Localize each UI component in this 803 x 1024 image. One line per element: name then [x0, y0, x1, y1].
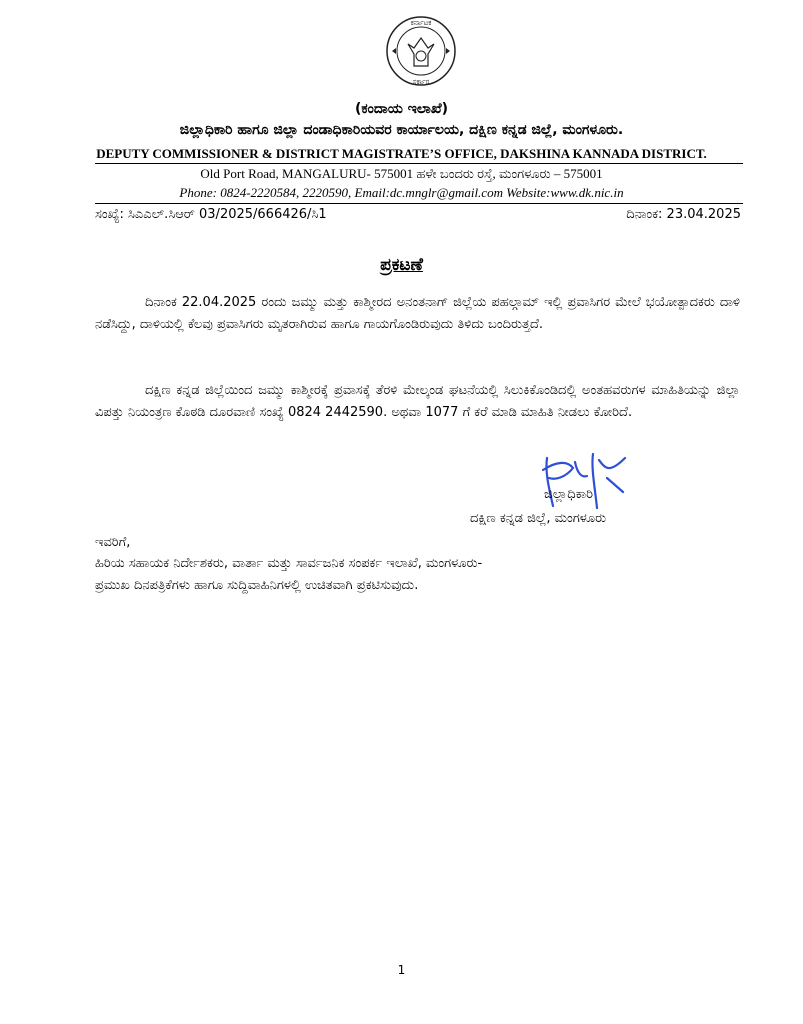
document-title: ಪ್ರಕಟಣೆ: [380, 255, 423, 275]
emblem-text-bottom: ಸರ್ಕಾರ: [412, 78, 430, 86]
notice-paragraph-2: ದಕ್ಷಿಣ ಕನ್ನಡ ಜಿಲ್ಲೆಯಿಂದ ಜಮ್ಮು ಕಾಶ್ಮೀರಕ್ಕೆ ಪ್ರವಾಸಕ್ಕೆ ತೆರಳಿ ಮೇಲ್ಕಂಡ ಘಟನೆಯಲ್ಲಿ ಸಿಲುಕಿಕೊಂಡಿದಲ್ಲಿ ಅಂತಹವರುಗಳ ಮಾಹಿತಿಯನ್ನು ಜಿಲ್ಲಾ ವಿಪತ್ತು ನಿಯಂತ್ರಣ ಕೊಠಡಿ ದೂರವಾಣಿ ಸಂಖ್ಯೆ 0824 2442590. ಅಥವಾ 1077 ಗೆ ಕರೆ ಮಾಡಿ ಮಾಹಿತಿ ನೀಡಲು ಕೋರಿದೆ.: [95, 383, 740, 420]
office-address: Old Port Road, MANGALURU- 575001 ಹಳೇ ಬಂದರು ರಸ್ತೆ, ಮಂಗಳೂರು – 575001: [200, 166, 603, 181]
recipients-heading: ಇವರಿಗೆ,: [95, 535, 131, 550]
recipient-line-1: ಹಿರಿಯ ಸಹಾಯಕ ನಿರ್ದೇಶಕರು, ವಾರ್ತಾ ಮತ್ತು ಸಾರ್ವಜನಿಕ ಸಂಪರ್ಕ ಇಲಾಖೆ, ಮಂಗಳೂರು-: [95, 556, 483, 571]
recipient-line-2: ಪ್ರಮುಖ ದಿನಪತ್ರಿಕೆಗಳು ಹಾಗೂ ಸುದ್ದಿವಾಹಿನಿಗಳಲ್ಲಿ ಉಚಿತವಾಗಿ ಪ್ರಕಟಿಸುವುದು.: [95, 578, 419, 593]
emblem-text-top: ಕರ್ನಾಟಕ: [410, 19, 432, 27]
signatory-title: ಜಿಲ್ಲಾಧಿಕಾರಿ: [544, 487, 593, 502]
document-date: ದಿನಾಂಕ: 23.04.2025: [626, 207, 741, 222]
office-name-english: DEPUTY COMMISSIONER & DISTRICT MAGISTRATE’S OFFICE, DAKSHINA KANNADA DISTRICT.: [96, 146, 707, 161]
header-divider: [95, 163, 743, 164]
notice-paragraph-1: ದಿನಾಂಕ 22.04.2025 ರಂದು ಜಮ್ಮು ಮತ್ತು ಕಾಶ್ಮೀರದ ಅನಂತನಾಗ್ ಜಿಲ್ಲೆಯ ಪಹಲ್ಗಾಮ್ ಇಲ್ಲಿ ಪ್ರವಾಸಿಗರ ಮೇಲೆ ಭಯೋತ್ಪಾದಕರು ದಾಳಿ ನಡೆಸಿದ್ದು, ದಾಳಿಯಲ್ಲಿ ಕೆಲವು ಪ್ರವಾಸಿಗರು ಮೃತರಾಗಿರುವ ಹಾಗೂ ಗಾಯಗೊಂಡಿರುವುದು ತಿಳಿದು ಬಂದಿರುತ್ತದೆ.: [95, 295, 740, 332]
office-name-kannada: ಜಿಲ್ಲಾಧಿಕಾರಿ ಹಾಗೂ ಜಿಲ್ಲಾ ದಂಡಾಧಿಕಾರಿಯವರ ಕಾರ್ಯಾಲಯ, ದಕ್ಷಿಣ ಕನ್ನಡ ಜಿಲ್ಲೆ, ಮಂಗಳೂರು.: [179, 122, 624, 138]
signatory-place: ದಕ್ಷಿಣ ಕನ್ನಡ ಜಿಲ್ಲೆ, ಮಂಗಳೂರು: [470, 511, 607, 526]
karnataka-emblem-icon: [384, 14, 458, 104]
department-name: (ಕಂದಾಯ ಇಲಾಖೆ): [354, 101, 449, 117]
header-divider-bottom: [95, 203, 743, 204]
contact-line: Phone: 0824-2220584, 2220590, Email:dc.mnglr@gmail.com Website:www.dk.nic.in: [179, 185, 624, 200]
page-number: 1: [397, 963, 406, 977]
reference-number: ಸಂಖ್ಯೆ: ಸಿಎಎಲ್.ಸಿಆರ್ 03/2025/666426/ಸಿ1: [95, 207, 327, 222]
